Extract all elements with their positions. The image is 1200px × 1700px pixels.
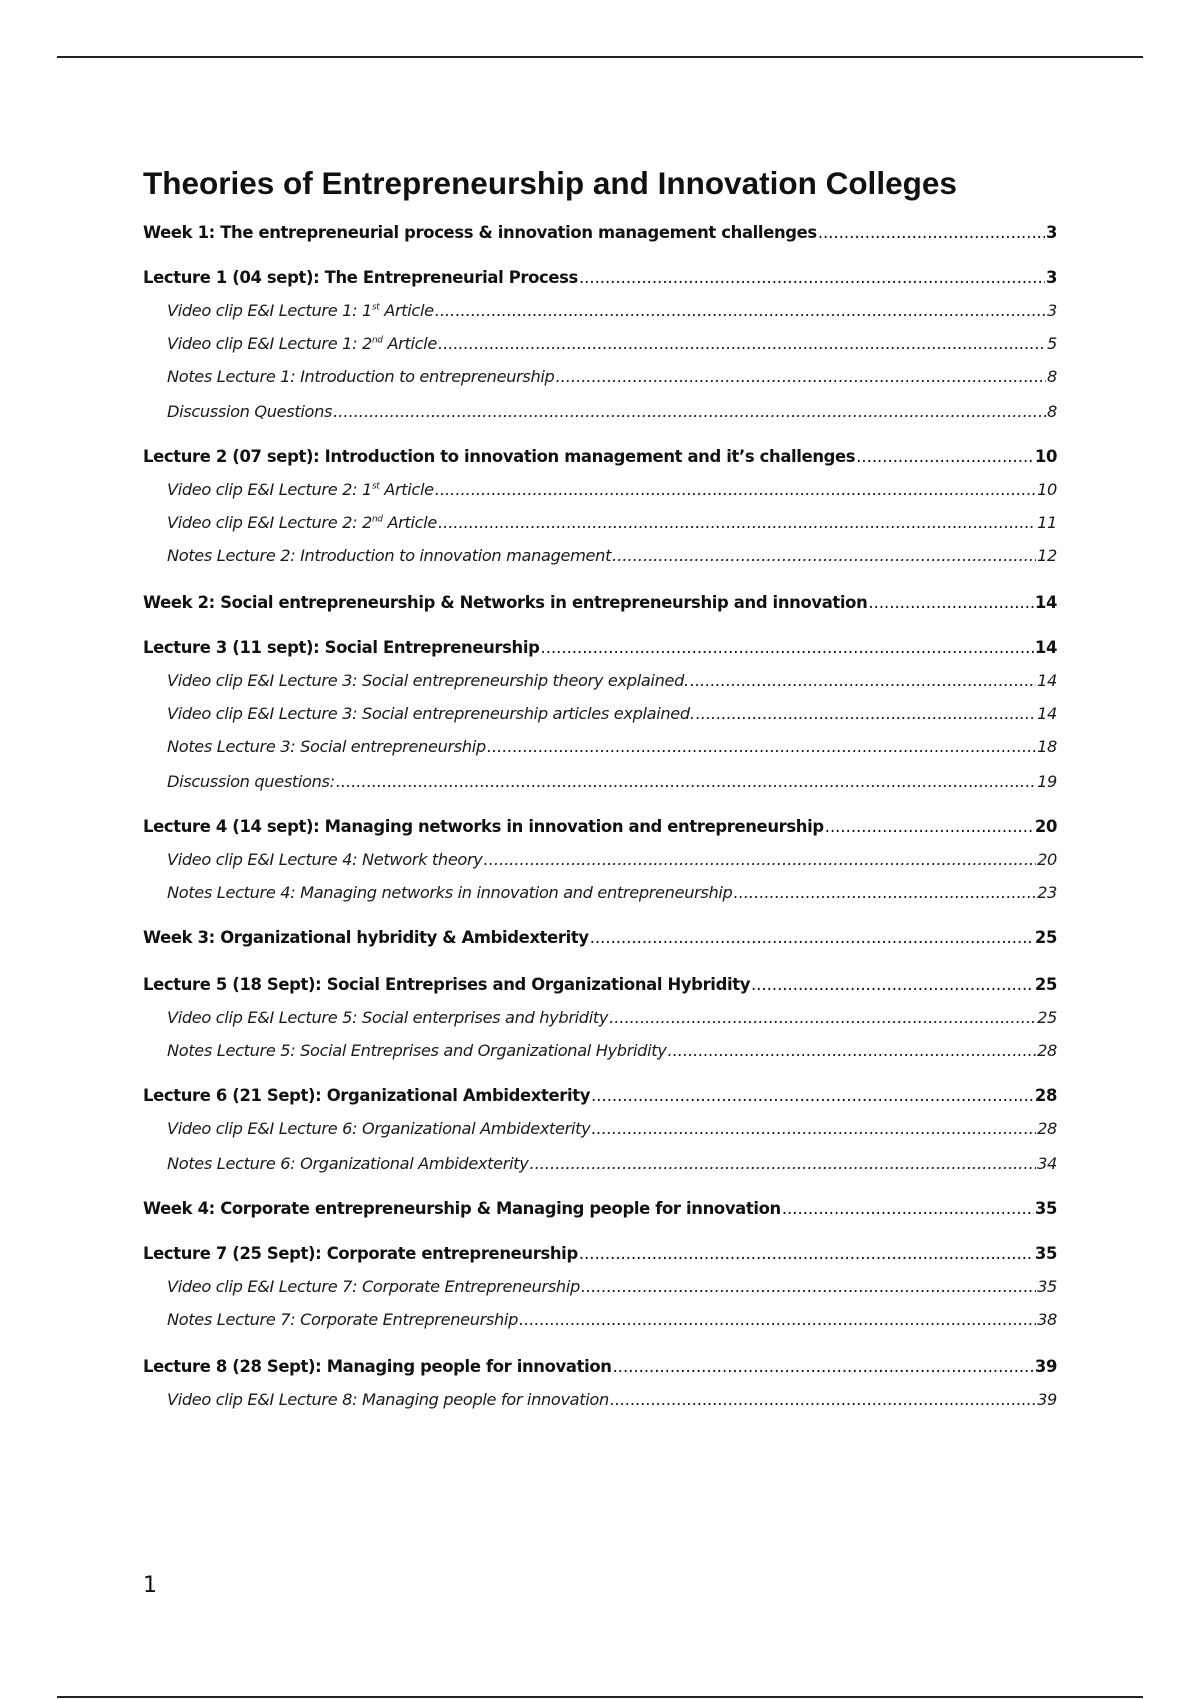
toc-entry-label: Notes Lecture 1: Introduction to entrepreneurship (167, 367, 555, 386)
dot-leader (733, 882, 1036, 904)
toc-subentry[interactable] (143, 1007, 1057, 1029)
dot-leader (438, 512, 1036, 534)
toc-page-number: 10 (1037, 480, 1057, 499)
toc-page-number: 20 (1034, 817, 1057, 836)
dot-leader (690, 670, 1036, 692)
ordinal-suffix: st (371, 481, 380, 492)
toc-page-number: 14 (1037, 671, 1057, 690)
dot-leader (581, 1276, 1036, 1298)
toc-heading-entry[interactable] (143, 974, 1057, 996)
dot-leader (438, 333, 1046, 355)
toc-entry-label: Video clip E&I Lecture 3: Social entrepreneurship articles explained. (167, 704, 695, 723)
toc-subentry[interactable] (143, 882, 1057, 904)
toc-page-number: 35 (1037, 1277, 1057, 1296)
toc-page-number: 20 (1037, 850, 1057, 869)
toc-entry-label: Video clip E&I Lecture 1: 1st Article (167, 301, 434, 320)
toc-entry-label: Video clip E&I Lecture 2: 2nd Article (167, 513, 437, 532)
dot-leader (667, 1040, 1036, 1062)
toc-subentry[interactable] (143, 703, 1057, 725)
toc-page-number: 14 (1034, 638, 1057, 657)
toc-entry-label: Video clip E&I Lecture 1: 2nd Article (167, 334, 437, 353)
toc-page-number: 28 (1037, 1119, 1057, 1138)
footer-rule (57, 1696, 1143, 1698)
toc-subentry[interactable] (143, 1389, 1057, 1411)
toc-heading-entry[interactable] (143, 637, 1057, 659)
toc-entry-label: Notes Lecture 2: Introduction to innovation management (167, 546, 612, 565)
dot-leader (868, 592, 1033, 614)
dot-leader (856, 446, 1034, 468)
toc-entry-label: Discussion Questions (167, 402, 333, 421)
toc-entry-label: Lecture 5 (18 Sept): Social Entreprises and Organizational Hybridity (143, 975, 751, 994)
toc-entry-label: Lecture 2 (07 sept): Introduction to innovation management and it’s challenges (143, 447, 856, 466)
dot-leader (610, 1389, 1036, 1411)
toc-heading-entry[interactable] (143, 1356, 1057, 1378)
dot-leader (591, 1085, 1034, 1107)
toc-entry-label: Lecture 4 (14 sept): Managing networks in innovation and entrepreneurship (143, 817, 824, 836)
toc-page-number: 8 (1047, 402, 1057, 421)
table-of-contents (143, 222, 1057, 1411)
toc-page-number: 35 (1034, 1199, 1057, 1218)
toc-entry-label: Week 1: The entrepreneurial process & innovation management challenges (143, 223, 817, 242)
toc-entry-label: Lecture 7 (25 Sept): Corporate entrepreneurship (143, 1244, 578, 1263)
toc-entry-label: Notes Lecture 4: Managing networks in innovation and entrepreneurship (167, 883, 733, 902)
toc-page-number: 10 (1034, 447, 1057, 466)
toc-page-number: 3 (1045, 268, 1057, 287)
dot-leader (825, 816, 1034, 838)
toc-entry-label: Discussion questions: (167, 772, 335, 791)
toc-entry-label: Lecture 1 (04 sept): The Entrepreneurial Process (143, 268, 578, 287)
ordinal-suffix: nd (371, 335, 383, 346)
toc-page-number: 19 (1037, 772, 1057, 791)
dot-leader (529, 1153, 1036, 1175)
dot-leader (541, 637, 1034, 659)
toc-page-number: 12 (1037, 546, 1057, 565)
toc-entry-label: Video clip E&I Lecture 5: Social enterprises and hybridity (167, 1008, 609, 1027)
toc-page-number: 8 (1047, 367, 1057, 386)
toc-subentry[interactable] (143, 1309, 1057, 1331)
toc-heading-entry[interactable] (143, 222, 1057, 244)
toc-subentry[interactable] (143, 300, 1057, 322)
toc-subentry[interactable] (143, 1118, 1057, 1140)
toc-page-number: 25 (1034, 975, 1057, 994)
document-page (143, 162, 1057, 1411)
toc-page-number: 3 (1045, 223, 1057, 242)
toc-heading-entry[interactable] (143, 816, 1057, 838)
toc-subentry[interactable] (143, 333, 1057, 355)
toc-subentry[interactable] (143, 1276, 1057, 1298)
toc-subentry[interactable] (143, 736, 1057, 758)
toc-entry-label: Video clip E&I Lecture 6: Organizational Ambidexterity (167, 1119, 591, 1138)
dot-leader (613, 1356, 1034, 1378)
dot-leader (609, 1007, 1036, 1029)
toc-entry-label: Video clip E&I Lecture 4: Network theory (167, 850, 483, 869)
toc-page-number: 14 (1034, 593, 1057, 612)
dot-leader (579, 267, 1045, 289)
toc-entry-label: Video clip E&I Lecture 8: Managing people for innovation (167, 1390, 609, 1409)
toc-heading-entry[interactable] (143, 592, 1057, 614)
toc-subentry[interactable] (143, 366, 1057, 388)
toc-subentry[interactable] (143, 1153, 1057, 1175)
toc-subentry[interactable] (143, 401, 1057, 423)
dot-leader (590, 927, 1034, 949)
toc-subentry[interactable] (143, 849, 1057, 871)
dot-leader (519, 1309, 1036, 1331)
dot-leader (696, 703, 1036, 725)
toc-heading-entry[interactable] (143, 1198, 1057, 1220)
dot-leader (612, 545, 1036, 567)
toc-heading-entry[interactable] (143, 446, 1057, 468)
page-number: 1 (143, 1573, 157, 1598)
toc-entry-label: Week 3: Organizational hybridity & Ambidexterity (143, 928, 589, 947)
toc-entry-label: Lecture 3 (11 sept): Social Entrepreneurship (143, 638, 540, 657)
dot-leader (751, 974, 1034, 996)
toc-entry-label: Notes Lecture 5: Social Entreprises and Organizational Hybridity (167, 1041, 667, 1060)
toc-entry-label: Notes Lecture 6: Organizational Ambidexterity (167, 1154, 529, 1173)
toc-subentry[interactable] (143, 545, 1057, 567)
dot-leader (782, 1198, 1034, 1220)
toc-entry-label: Week 2: Social entrepreneurship & Networks in entrepreneurship and innovation (143, 593, 868, 612)
toc-entry-label: Video clip E&I Lecture 3: Social entrepreneurship theory explained. (167, 671, 689, 690)
dot-leader (333, 401, 1046, 423)
toc-subentry[interactable] (143, 771, 1057, 793)
document-title: Theories of Entrepreneurship and Innovation Colleges (143, 165, 957, 201)
toc-subentry[interactable] (143, 670, 1057, 692)
ordinal-suffix: st (371, 302, 380, 313)
dot-leader (555, 366, 1046, 388)
dot-leader (818, 222, 1045, 244)
toc-heading-entry[interactable] (143, 1243, 1057, 1265)
toc-page-number: 14 (1037, 704, 1057, 723)
toc-page-number: 23 (1037, 883, 1057, 902)
toc-page-number: 11 (1037, 513, 1057, 532)
toc-page-number: 28 (1034, 1086, 1057, 1105)
toc-entry-label: Notes Lecture 3: Social entrepreneurship (167, 737, 486, 756)
toc-page-number: 39 (1034, 1357, 1057, 1376)
toc-heading-entry[interactable] (143, 927, 1057, 949)
dot-leader (435, 479, 1036, 501)
header-rule (57, 56, 1143, 58)
toc-subentry[interactable] (143, 512, 1057, 534)
ordinal-suffix: nd (371, 514, 383, 525)
toc-page-number: 38 (1037, 1310, 1057, 1329)
toc-entry-label: Notes Lecture 7: Corporate Entrepreneurship (167, 1310, 518, 1329)
toc-page-number: 25 (1034, 928, 1057, 947)
toc-entry-label: Video clip E&I Lecture 2: 1st Article (167, 480, 434, 499)
toc-heading-entry[interactable] (143, 1085, 1057, 1107)
toc-subentry[interactable] (143, 479, 1057, 501)
dot-leader (487, 736, 1036, 758)
toc-page-number: 3 (1047, 301, 1057, 320)
toc-page-number: 5 (1047, 334, 1057, 353)
toc-page-number: 25 (1037, 1008, 1057, 1027)
toc-entry-label: Video clip E&I Lecture 7: Corporate Entrepreneurship (167, 1277, 580, 1296)
toc-page-number: 35 (1034, 1244, 1057, 1263)
dot-leader (336, 771, 1036, 793)
toc-page-number: 34 (1037, 1154, 1057, 1173)
toc-entry-label: Week 4: Corporate entrepreneurship & Managing people for innovation (143, 1199, 781, 1218)
toc-entry-label: Lecture 8 (28 Sept): Managing people for innovation (143, 1357, 612, 1376)
dot-leader (591, 1118, 1036, 1140)
dot-leader (579, 1243, 1034, 1265)
dot-leader (484, 849, 1037, 871)
toc-page-number: 18 (1037, 737, 1057, 756)
toc-entry-label: Lecture 6 (21 Sept): Organizational Ambidexterity (143, 1086, 591, 1105)
toc-subentry[interactable] (143, 1040, 1057, 1062)
dot-leader (435, 300, 1046, 322)
toc-heading-entry[interactable] (143, 267, 1057, 289)
toc-page-number: 28 (1037, 1041, 1057, 1060)
toc-page-number: 39 (1037, 1390, 1057, 1409)
